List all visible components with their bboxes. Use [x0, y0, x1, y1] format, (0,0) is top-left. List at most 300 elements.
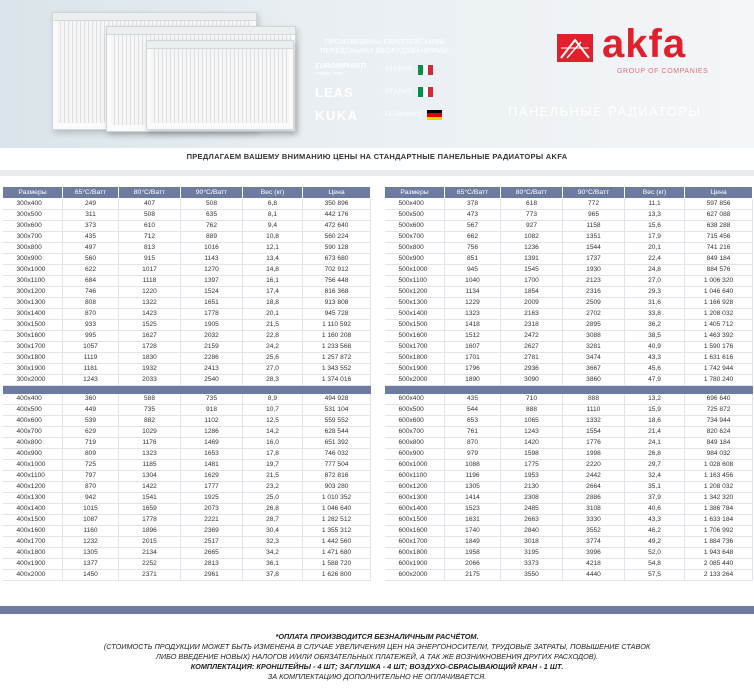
table-row: [3, 547, 371, 558]
table-row: [385, 536, 753, 547]
table-row: [385, 320, 753, 331]
table-cell: 1 884 736: [685, 536, 753, 547]
table-cell: 1796: [445, 364, 501, 375]
table-cell: 1 163 456: [685, 470, 753, 481]
table-row: [385, 448, 753, 459]
table-cell: 3774: [563, 536, 625, 547]
table-row: [385, 232, 753, 243]
akfa-tagline: GROUP OF COMPANIES: [617, 68, 709, 75]
table-cell: 8,9: [243, 394, 303, 405]
table-cell: 300x1100: [3, 276, 63, 287]
table-cell: 600x700: [385, 426, 445, 437]
table-cell: 1391: [501, 254, 563, 265]
table-cell: 300x400: [3, 199, 63, 210]
table-cell: 16,1: [243, 276, 303, 287]
table-row: [385, 254, 753, 265]
table-cell: 449: [63, 404, 119, 415]
table-cell: 2472: [501, 331, 563, 342]
table-row: [385, 331, 753, 342]
table-cell: 300x600: [3, 221, 63, 232]
table-cell: 1998: [563, 448, 625, 459]
kit-note-line2: ЗА КОМПЛЕКТАЦИЮ ДОПОЛНИТЕЛЬНО НЕ ОПЛАЧИВАЕТСЯ.: [267, 672, 487, 681]
table-cell: 400x900: [3, 448, 63, 459]
column-header: Цена: [685, 187, 753, 199]
table-cell: 500x1100: [385, 276, 445, 287]
table-cell: 600x1400: [385, 503, 445, 514]
table-cell: 1651: [181, 298, 243, 309]
table-cell: 3373: [501, 558, 563, 569]
table-cell: 378: [445, 199, 501, 210]
table-cell: 400x1200: [3, 481, 63, 492]
table-cell: 544: [445, 404, 501, 415]
table-cell: 1 386 784: [685, 503, 753, 514]
table-cell: 13,4: [243, 254, 303, 265]
table-cell: 20,1: [625, 243, 685, 254]
italy-flag-icon: [418, 87, 433, 97]
table-cell: 1322: [119, 298, 181, 309]
table-cell: 1 742 944: [685, 364, 753, 375]
table-cell: 500x1400: [385, 309, 445, 320]
table-cell: 400x700: [3, 426, 63, 437]
table-cell: 24,1: [625, 437, 685, 448]
table-cell: 590 128: [303, 243, 371, 254]
table-row: [3, 415, 371, 426]
table-row: [385, 210, 753, 221]
table-gap: [371, 186, 383, 604]
table-cell: 945: [445, 265, 501, 276]
table-row: [385, 547, 753, 558]
column-header: 80°C/Ватт: [119, 187, 181, 199]
table-cell: 2 085 440: [685, 558, 753, 569]
column-header: Цена: [303, 187, 371, 199]
table-row: [385, 342, 753, 353]
table-cell: 300x1000: [3, 265, 63, 276]
column-header: Вес (кг): [243, 187, 303, 199]
table-cell: 33,8: [625, 309, 685, 320]
table-row: [3, 342, 371, 353]
table-cell: 600x1900: [385, 558, 445, 569]
table-cell: 1220: [119, 287, 181, 298]
table-cell: 1414: [445, 492, 501, 503]
table-cell: 400x1900: [3, 558, 63, 569]
table-cell: 1 405 712: [685, 320, 753, 331]
table-cell: 715 456: [685, 232, 753, 243]
table-cell: 14,2: [243, 426, 303, 437]
table-cell: 1 006 320: [685, 276, 753, 287]
table-cell: 2665: [181, 547, 243, 558]
table-row: [3, 221, 371, 232]
column-header: 90°C/Ватт: [563, 187, 625, 199]
table-cell: 888: [501, 404, 563, 415]
table-cell: 1830: [119, 353, 181, 364]
table-cell: 1740: [445, 525, 501, 536]
table-cell: 870: [63, 309, 119, 320]
table-cell: 508: [119, 210, 181, 221]
price-change-note-line2: ЛИБО ВВЕДЕНИЕ НОВЫХ) НАЛОГОВ И/ИЛИ ОБЯЗАТЕЛЬНЫХ ПЛАТЕЖЕЙ, А ТАК ЖЕ ВОЗНИКНОВЕНИЯ ДРУГИХ РАСХОДОВ).: [155, 652, 599, 661]
page-heading: ПРЕДЛАГАЕМ ВАШЕМУ ВНИМАНИЮ ЦЕНЫ НА СТАНДАРТНЫЕ ПАНЕЛЬНЫЕ РАДИАТОРЫ AKFA: [186, 152, 568, 161]
table-cell: 600x1500: [385, 514, 445, 525]
table-cell: 3090: [501, 375, 563, 386]
brand-row-leas: [315, 84, 433, 100]
table-cell: 2540: [181, 375, 243, 386]
table-cell: 3552: [563, 525, 625, 536]
equipment-intro-text: ПРОИЗВЕДЕНЫ ЕВРОПЕЙСКИМИ ПЕРЕДОВЫМИ ОБОРУДОВАНИЯМИ:: [320, 39, 450, 55]
euroimpianti-logo: EUROIMPIANTI coating lines: [315, 63, 366, 77]
table-cell: 300x1700: [3, 342, 63, 353]
table-cell: 1196: [445, 470, 501, 481]
table-cell: 1040: [445, 276, 501, 287]
table-cell: 1930: [563, 265, 625, 276]
table-row: [3, 536, 371, 547]
table-cell: 2781: [501, 353, 563, 364]
table-cell: 756 448: [303, 276, 371, 287]
price-table-right: [384, 186, 753, 581]
table-row: [385, 309, 753, 320]
table-cell: 500x700: [385, 232, 445, 243]
table-cell: 567: [445, 221, 501, 232]
table-cell: 918: [181, 404, 243, 415]
table-cell: 2221: [181, 514, 243, 525]
table-cell: 1512: [445, 331, 501, 342]
table-bottom-bar: [0, 606, 754, 614]
table-cell: 3281: [563, 342, 625, 353]
table-cell: 965: [563, 210, 625, 221]
table-cell: 249: [63, 199, 119, 210]
table-row: [385, 276, 753, 287]
table-cell: 28,7: [243, 514, 303, 525]
table-cell: 610: [119, 221, 181, 232]
table-row: [3, 265, 371, 276]
table-cell: 903 280: [303, 481, 371, 492]
table-cell: 1 343 552: [303, 364, 371, 375]
table-cell: 500x1200: [385, 287, 445, 298]
table-cell: 3195: [501, 547, 563, 558]
table-cell: 500x2000: [385, 375, 445, 386]
payment-note: *ОПЛАТА ПРОИЗВОДИТСЯ БЕЗНАЛИЧНЫМ РАСЧЁТОМ.: [275, 632, 479, 641]
table-cell: 500x1800: [385, 353, 445, 364]
table-row: [3, 558, 371, 569]
table-cell: 773: [501, 210, 563, 221]
table-cell: 915: [119, 254, 181, 265]
table-cell: 600x400: [385, 394, 445, 405]
table-cell: 1 233 568: [303, 342, 371, 353]
table-cell: 1701: [445, 353, 501, 364]
table-cell: 816 368: [303, 287, 371, 298]
table-cell: 2159: [181, 342, 243, 353]
table-cell: 870: [63, 481, 119, 492]
table-cell: 777 504: [303, 459, 371, 470]
table-cell: 57,5: [625, 569, 685, 580]
table-cell: 34,2: [243, 547, 303, 558]
table-row: [385, 459, 753, 470]
table-cell: 300x1600: [3, 331, 63, 342]
table-cell: 300x800: [3, 243, 63, 254]
table-cell: 4440: [563, 569, 625, 580]
table-cell: 2163: [501, 309, 563, 320]
table-row: [3, 353, 371, 364]
table-cell: 497: [63, 243, 119, 254]
table-cell: 1 208 032: [685, 309, 753, 320]
table-cell: 600x1700: [385, 536, 445, 547]
table-cell: 870: [445, 437, 501, 448]
table-cell: 500x900: [385, 254, 445, 265]
table-row: [3, 320, 371, 331]
table-row: [385, 243, 753, 254]
table-cell: 18,6: [625, 415, 685, 426]
table-cell: 913 808: [303, 298, 371, 309]
table-row: [3, 470, 371, 481]
table-cell: 2369: [181, 525, 243, 536]
table-cell: 635: [181, 210, 243, 221]
table-cell: 696 640: [685, 394, 753, 405]
table-cell: 2318: [501, 320, 563, 331]
table-cell: 3996: [563, 547, 625, 558]
table-cell: 1659: [119, 503, 181, 514]
table-cell: 1229: [445, 298, 501, 309]
table-header-row: [385, 187, 753, 199]
table-cell: 24,2: [243, 342, 303, 353]
table-cell: 508: [181, 199, 243, 210]
table-row: [385, 525, 753, 536]
table-cell: 735: [181, 394, 243, 405]
table-cell: 600x1600: [385, 525, 445, 536]
table-cell: 1776: [563, 437, 625, 448]
table-cell: 1 631 616: [685, 353, 753, 364]
table-cell: 32,4: [625, 470, 685, 481]
table-cell: 761: [445, 426, 501, 437]
table-cell: 1017: [119, 265, 181, 276]
table-cell: 888: [563, 394, 625, 405]
table-cell: 1 028 608: [685, 459, 753, 470]
table-cell: 1 706 992: [685, 525, 753, 536]
table-cell: 1 160 208: [303, 331, 371, 342]
table-cell: 2895: [563, 320, 625, 331]
table-cell: 13,3: [625, 210, 685, 221]
table-cell: 22,4: [625, 254, 685, 265]
table-cell: 10,7: [243, 404, 303, 415]
table-cell: 18,8: [243, 298, 303, 309]
table-cell: 600x2000: [385, 569, 445, 580]
table-row: [385, 437, 753, 448]
table-cell: 2123: [563, 276, 625, 287]
table-cell: 47,9: [625, 375, 685, 386]
table-cell: 1544: [563, 243, 625, 254]
table-cell: 13,2: [625, 394, 685, 405]
table-cell: 1143: [181, 254, 243, 265]
table-cell: 1 633 184: [685, 514, 753, 525]
table-cell: 3330: [563, 514, 625, 525]
table-cell: 400x600: [3, 415, 63, 426]
table-cell: 494 928: [303, 394, 371, 405]
table-cell: 22,8: [243, 331, 303, 342]
table-row: [3, 331, 371, 342]
table-row: [385, 569, 753, 580]
table-row: [385, 426, 753, 437]
table-row: [385, 514, 753, 525]
divider: [0, 170, 754, 176]
table-cell: 24,8: [625, 265, 685, 276]
table-row: [3, 232, 371, 243]
table-cell: 6,8: [243, 199, 303, 210]
table-cell: 3018: [501, 536, 563, 547]
table-cell: 1 442 560: [303, 536, 371, 547]
table-cell: 673 680: [303, 254, 371, 265]
table-cell: 772: [563, 199, 625, 210]
table-cell: 1323: [119, 448, 181, 459]
table-cell: 3088: [563, 331, 625, 342]
table-cell: 500x1700: [385, 342, 445, 353]
akfa-wordmark: akfa: [602, 22, 687, 66]
table-row: [3, 243, 371, 254]
table-header-row: [3, 187, 371, 199]
table-cell: 849 184: [685, 437, 753, 448]
table-cell: 1653: [181, 448, 243, 459]
table-cell: 1236: [501, 243, 563, 254]
table-cell: 2664: [563, 481, 625, 492]
table-cell: 2015: [119, 536, 181, 547]
table-cell: 2936: [501, 364, 563, 375]
column-header: 80°C/Ватт: [501, 187, 563, 199]
table-cell: 37,9: [625, 492, 685, 503]
table-cell: 851: [445, 254, 501, 265]
table-cell: 1775: [501, 459, 563, 470]
table-cell: 628 544: [303, 426, 371, 437]
table-cell: 17,8: [243, 448, 303, 459]
table-row: [385, 287, 753, 298]
table-row: [385, 492, 753, 503]
table-cell: 979: [445, 448, 501, 459]
table-cell: 400x1600: [3, 525, 63, 536]
table-cell: 2033: [119, 375, 181, 386]
table-cell: 29,3: [625, 287, 685, 298]
table-row: [3, 375, 371, 386]
table-cell: 2175: [445, 569, 501, 580]
table-cell: 1332: [563, 415, 625, 426]
table-row: [385, 503, 753, 514]
table-row: [3, 569, 371, 580]
table-cell: 1523: [445, 503, 501, 514]
akfa-emblem-icon: [557, 34, 593, 62]
table-cell: 1627: [119, 331, 181, 342]
table-cell: 1 355 312: [303, 525, 371, 536]
table-cell: 1 110 592: [303, 320, 371, 331]
table-cell: 2485: [501, 503, 563, 514]
table-row: [385, 199, 753, 210]
table-cell: 26,8: [625, 448, 685, 459]
table-cell: 735: [119, 404, 181, 415]
table-cell: 820 624: [685, 426, 753, 437]
table-cell: 734 944: [685, 415, 753, 426]
table-cell: 2442: [563, 470, 625, 481]
table-row: [3, 437, 371, 448]
table-cell: 11,1: [625, 199, 685, 210]
table-cell: 945 728: [303, 309, 371, 320]
table-cell: 1102: [181, 415, 243, 426]
table-cell: 884 576: [685, 265, 753, 276]
table-cell: 725: [63, 459, 119, 470]
table-cell: 300x1900: [3, 364, 63, 375]
table-cell: 1700: [501, 276, 563, 287]
table-cell: 1 780 240: [685, 375, 753, 386]
table-cell: 746: [63, 287, 119, 298]
table-row: [3, 404, 371, 415]
table-cell: 2886: [563, 492, 625, 503]
table-cell: 882: [119, 415, 181, 426]
table-cell: 1 046 640: [685, 287, 753, 298]
table-cell: 872 816: [303, 470, 371, 481]
table-cell: 400x1000: [3, 459, 63, 470]
table-cell: 1 166 928: [685, 298, 753, 309]
table-row: [3, 287, 371, 298]
table-cell: 400x1700: [3, 536, 63, 547]
table-row: [385, 470, 753, 481]
table-cell: 2627: [501, 342, 563, 353]
hero-banner: [0, 0, 754, 148]
table-cell: 46,2: [625, 525, 685, 536]
table-cell: 1925: [181, 492, 243, 503]
table-cell: 500x500: [385, 210, 445, 221]
table-row: [385, 415, 753, 426]
table-cell: 1 626 800: [303, 569, 371, 580]
table-cell: 3550: [501, 569, 563, 580]
table-cell: 2663: [501, 514, 563, 525]
table-cell: 1243: [63, 375, 119, 386]
table-cell: 300x900: [3, 254, 63, 265]
table-cell: 25,0: [243, 492, 303, 503]
column-header: Размеры: [3, 187, 63, 199]
table-cell: 40,6: [625, 503, 685, 514]
table-cell: 2509: [563, 298, 625, 309]
table-cell: 597 856: [685, 199, 753, 210]
table-cell: 1953: [501, 470, 563, 481]
table-cell: 45,6: [625, 364, 685, 375]
table-cell: 3474: [563, 353, 625, 364]
table-cell: 54,8: [625, 558, 685, 569]
table-cell: 1305: [445, 481, 501, 492]
table-cell: 1397: [181, 276, 243, 287]
table-cell: 1849: [445, 536, 501, 547]
table-cell: 2702: [563, 309, 625, 320]
table-cell: 1118: [119, 276, 181, 287]
banner-title: ПАНЕЛЬНЫЕ РАДИАТОРЫ: [508, 104, 702, 119]
table-cell: 1 010 352: [303, 492, 371, 503]
table-cell: 2316: [563, 287, 625, 298]
table-cell: 1351: [563, 232, 625, 243]
table-cell: 38,5: [625, 331, 685, 342]
table-cell: 19,7: [243, 459, 303, 470]
table-cell: 600x1100: [385, 470, 445, 481]
table-cell: 1176: [119, 437, 181, 448]
table-cell: 927: [501, 221, 563, 232]
table-cell: 1304: [119, 470, 181, 481]
table-cell: 43,3: [625, 514, 685, 525]
table-cell: 662: [445, 232, 501, 243]
table-cell: 2032: [181, 331, 243, 342]
table-cell: 300x1200: [3, 287, 63, 298]
brand-country: - ИТАЛИЯ: [381, 67, 412, 73]
table-row: [3, 481, 371, 492]
table-cell: 653: [445, 415, 501, 426]
table-cell: 373: [63, 221, 119, 232]
table-cell: 1525: [119, 320, 181, 331]
table-cell: 1598: [501, 448, 563, 459]
table-cell: 1377: [63, 558, 119, 569]
table-cell: 2066: [445, 558, 501, 569]
table-row: [3, 210, 371, 221]
table-cell: 435: [445, 394, 501, 405]
table-cell: 1629: [181, 470, 243, 481]
table-cell: 1270: [181, 265, 243, 276]
